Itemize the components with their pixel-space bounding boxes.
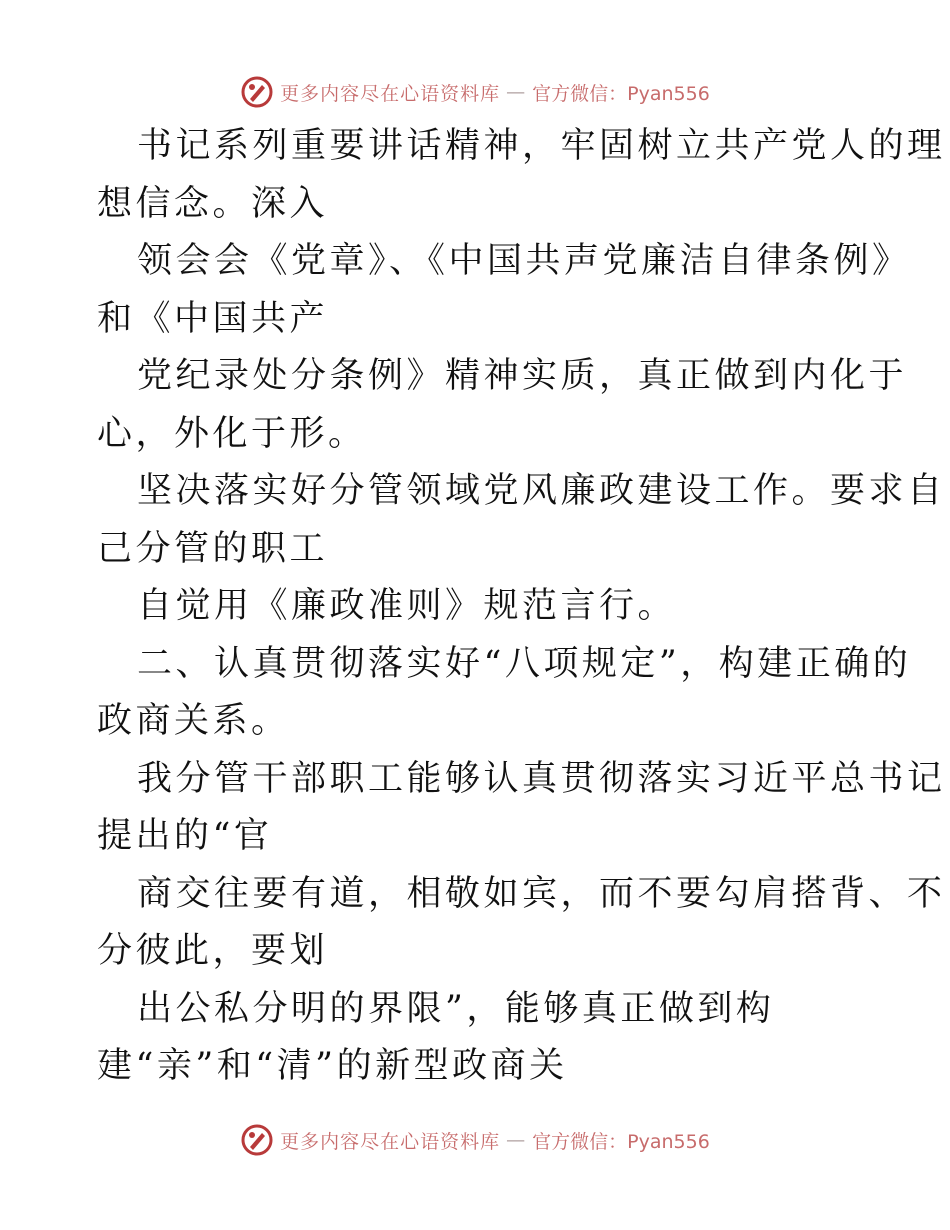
watermark-brand-text: 更多内容尽在心语资料库	[280, 82, 501, 105]
paragraph-line: 坚决落实好分管领域党风廉政建设工作。要求自	[137, 471, 946, 511]
paragraph-line: 出公私分明的界限”，能够真正做到构	[137, 988, 775, 1029]
paragraph-line: 心，外化于形。	[97, 413, 367, 454]
watermark-wechat-text: 官方微信：Pyan556	[532, 82, 710, 105]
header-watermark	[0, 72, 950, 112]
paragraph-line: 政商关系。	[97, 701, 290, 741]
watermark-wechat-text: 官方微信：Pyan556	[532, 1130, 710, 1153]
footer-watermark	[0, 1120, 950, 1160]
brand-logo-icon	[240, 1123, 274, 1157]
paragraph-line: 提出的“官	[97, 816, 273, 856]
paragraph-line: 分彼此，要划	[97, 931, 329, 971]
watermark-brand-text: 更多内容尽在心语资料库	[280, 1130, 501, 1153]
paragraph-line: 我分管干部职工能够认真贯彻落实习近平总书记	[137, 758, 946, 799]
paragraph-line: 和《中国共产	[97, 298, 329, 339]
paragraph-line: 想信念。深入	[97, 183, 329, 224]
watermark-dash: —	[506, 1129, 527, 1151]
paragraph-line: 领会会《党章》、《中国共声党廉洁自律条例》	[137, 241, 911, 281]
paragraph-line: 书记系列重要讲话精神，牢固树立共产党人的理	[137, 126, 946, 166]
paragraph-line: 建“亲”和“清”的新型政商关	[97, 1046, 568, 1086]
paragraph-line: 二、认真贯彻落实好“八项规定”，构建正确的	[137, 643, 912, 684]
paragraph-line: 党纪录处分条例》精神实质，真正做到内化于	[137, 356, 908, 396]
paragraph-line: 己分管的职工	[97, 528, 329, 569]
paragraph-line: 商交往要有道，相敬如宾，而不要勾肩搭背、不	[137, 873, 946, 914]
document-body	[97, 118, 946, 1096]
brand-logo-icon	[240, 75, 274, 109]
paragraph-line: 自觉用《廉政准则》规范言行。	[137, 586, 677, 626]
watermark-dash: —	[506, 81, 527, 103]
